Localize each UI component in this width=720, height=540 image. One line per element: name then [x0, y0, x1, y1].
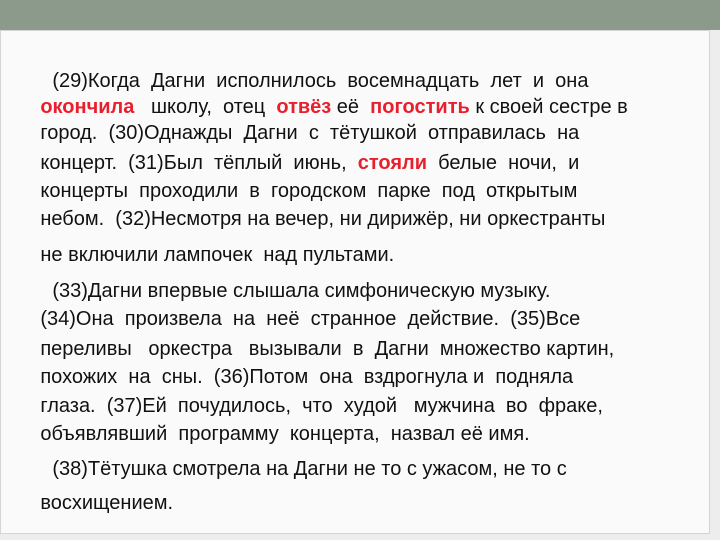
text-segment: концерт. (31)Был тёплый июнь,: [40, 152, 358, 174]
text-segment: к своей сестре в: [469, 96, 628, 118]
text-segment: концерты проходили в городском парке под открытым: [40, 180, 578, 202]
highlighted-word-okonchila: окончила: [40, 96, 135, 118]
text-segment: город. (30)Однажды Дагни с тётушкой отправилась на: [40, 122, 580, 144]
text-segment: глаза. (37)Ей почудилось, что худой мужчина во фраке,: [40, 395, 603, 417]
text-segment: (29)Когда Дагни исполнилось восемнадцать лет и она: [52, 70, 589, 92]
text-segment: похожих на сны. (36)Потом она вздрогнула и подняла: [40, 366, 574, 388]
text-segment: восхищением.: [40, 492, 174, 514]
highlighted-word-stoyali: стояли: [357, 152, 428, 174]
text-segment: её: [331, 96, 371, 118]
text-segment: не включили лампочек над пультами.: [40, 244, 395, 266]
text-segment: небом. (32)Несмотря на вечер, ни дирижёр, ни оркестранты: [40, 208, 606, 230]
text-segment: белые ночи, и: [427, 152, 580, 174]
text-segment: (34)Она произвела на неё странное действие. (35)Все: [40, 308, 581, 330]
text-segment: (33)Дагни впервые слышала симфоническую музыку.: [52, 280, 551, 302]
highlighted-word-pogostit: погостить: [370, 96, 470, 118]
text-segment: переливы оркестра вызывали в Дагни множество картин,: [40, 338, 615, 360]
text-line-15: [7, 467, 173, 539]
text-segment: объявлявший программу концерта, назвал её имя.: [40, 423, 530, 445]
text-segment: школу, отец: [134, 96, 277, 118]
text-panel: [0, 30, 710, 534]
top-bar: [0, 0, 720, 30]
text-segment: (38)Тётушка смотрела на Дагни не то с ужасом, не то с: [52, 458, 567, 480]
highlighted-word-otvez: отвёз: [276, 96, 332, 118]
